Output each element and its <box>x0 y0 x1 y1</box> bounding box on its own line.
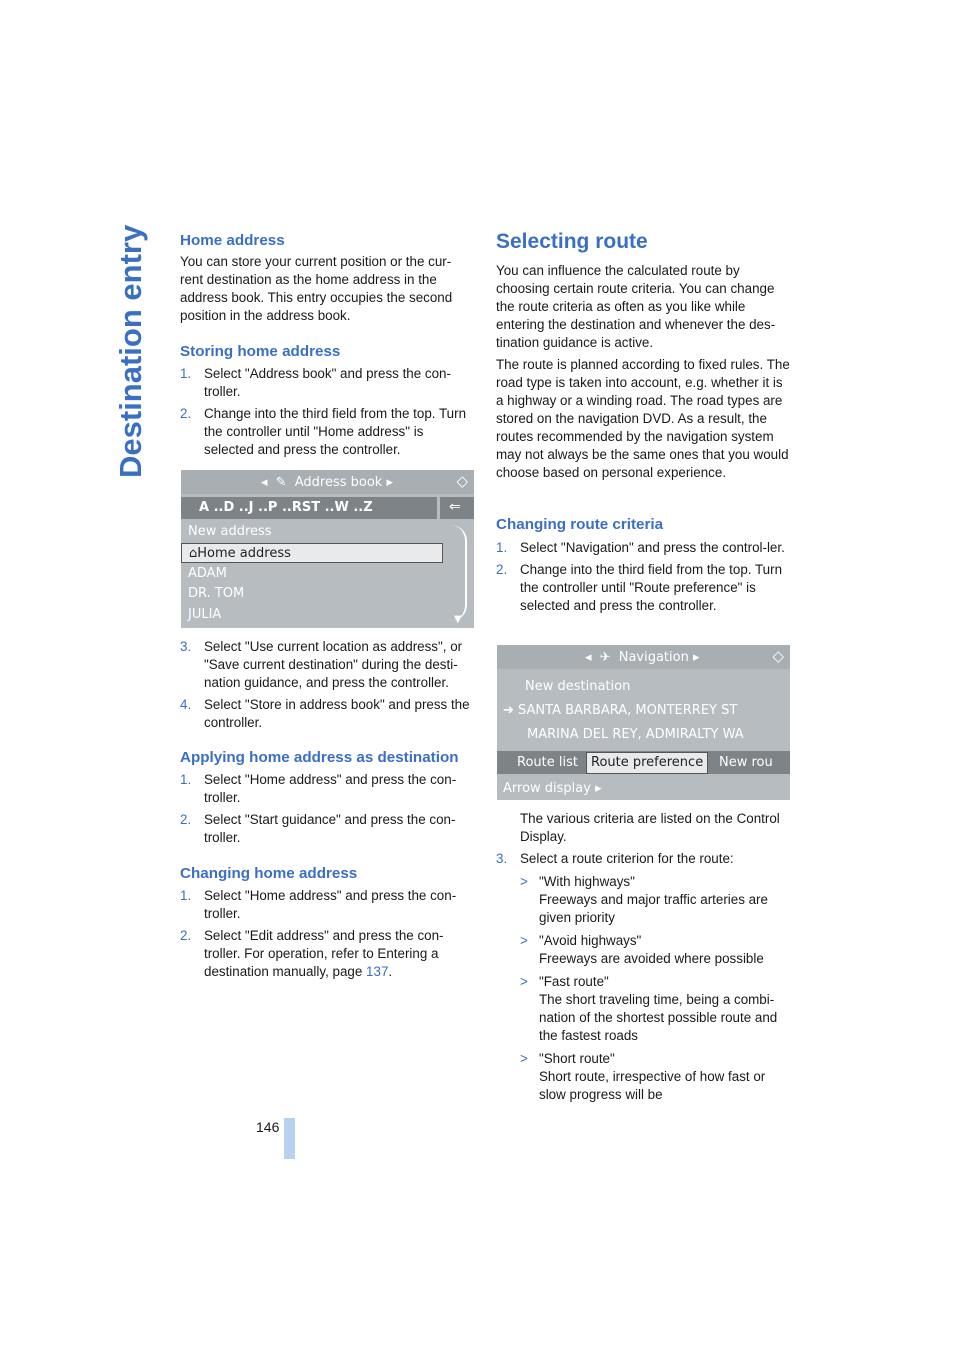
route-option: > "Short route" Short route, irrespective of how fast or slow progress will be <box>520 1051 766 1102</box>
arrow-left-icon: ◂ <box>585 650 592 665</box>
screen-title: Navigation <box>618 650 689 665</box>
back-arrow-icon: ⇐ <box>449 499 461 515</box>
list-item: 2. Change into the third field from the top. Turn the controller until "Route preference" is selected and press the controller. <box>496 562 783 613</box>
heading-changing-home-address: Changing home address <box>180 865 358 882</box>
home-address-intro: You can store your current position or the cur-rent destination as the home address in the address book. This entry occupies the second position in the address book. <box>180 254 453 323</box>
criteria-after-screen <box>496 810 792 1104</box>
screen-title-row <box>261 474 393 492</box>
list-item: 3. Select "Use current location as address", or "Save current destination" during the desti-nation guidance, and press the controller. <box>180 639 463 690</box>
storing-steps-3-4 <box>180 638 470 732</box>
list-item: 1. Select "Home address" and press the con-troller. <box>180 888 457 921</box>
list-item: 2. Select "Edit address" and press the con-troller. For operation, refer to Entering a destination manually, page 137. <box>180 928 444 979</box>
changing-steps <box>180 887 470 981</box>
route-option: > "Avoid highways" Freeways are avoided where possible <box>520 933 764 966</box>
back-button[interactable] <box>440 497 474 519</box>
list-item: 1. Select "Home address" and press the con-troller. <box>180 772 457 805</box>
list-item: 2. Change into the third field from the top. Turn the controller until "Home address" is selected and press the controller. <box>180 406 467 457</box>
heading-changing-route-criteria: Changing route criteria <box>496 516 664 533</box>
pen-icon: ✎ <box>275 475 287 490</box>
scroll-diamond-icon: ◇ <box>772 647 784 665</box>
selecting-route-para1: You can influence the calculated route by choosing certain route criteria. You can change the route criteria as often as you like while entering the destination and whenever the des-tination guidance is active. <box>496 263 776 350</box>
tab-route-list[interactable]: Route list <box>517 755 578 770</box>
arrow-left-icon: ◂ <box>261 475 268 490</box>
home-icon: ⌂ <box>189 546 198 561</box>
list-item: 4. Select "Store in address book" and press the controller. <box>180 697 470 730</box>
route-option: > "Fast route" The short traveling time, being a combi-nation of the shortest possible route and the fastest roads <box>520 974 778 1043</box>
criteria-note: The various criteria are listed on the Control Display. <box>520 811 780 844</box>
criteria-steps-1-2 <box>496 539 792 615</box>
selecting-route-para2: The route is planned according to fixed rules. The road type is taken into account, e.g. whether it is a highway or a winding road. The road types are stored on the navigation DVD. As a result, the routes recommended by the navigation system may not always be the same ones that you would choose based on personal experience. <box>496 357 790 480</box>
heading-selecting-route: Selecting route <box>496 230 648 253</box>
scroll-arc[interactable] <box>451 525 467 621</box>
arrow-right-icon: ▸ <box>595 781 602 796</box>
margin-bar <box>284 1118 295 1159</box>
destination-item[interactable]: MARINA DEL REY, ADMIRALTY WA <box>527 727 744 742</box>
page-link[interactable]: 137 <box>366 964 389 979</box>
letter-index[interactable]: A ..D ..J ..P ..RST ..W ..Z <box>199 500 373 515</box>
heading-home-address: Home address <box>180 232 285 249</box>
list-item: 2. Select "Start guidance" and press the con-troller. <box>180 812 456 845</box>
list-item[interactable]: New address <box>188 524 272 539</box>
scroll-diamond-icon: ◇ <box>456 472 468 490</box>
heading-applying-home-address: Applying home address as destination <box>180 749 459 766</box>
screen-title-row <box>585 649 700 667</box>
arrow-display-item[interactable]: Arrow display ▸ <box>503 781 602 796</box>
letter-bar <box>181 497 437 519</box>
heading-storing-home-address: Storing home address <box>180 343 341 360</box>
navigation-icon: ✈ <box>599 650 611 665</box>
screen-title: Address book <box>294 475 383 490</box>
list-item-selected[interactable]: ⌂Home address <box>181 543 443 563</box>
list-item[interactable]: DR. TOM <box>188 586 245 601</box>
list-item[interactable]: JULIA <box>188 607 222 622</box>
navigation-screen <box>497 645 790 800</box>
route-option: > "With highways" Freeways and major traffic arteries are given priority <box>520 874 768 925</box>
tab-new-route[interactable]: New rou <box>719 755 773 770</box>
page-number: 146 <box>256 1119 280 1135</box>
list-item: 3. Select a route criterion for the route: <box>496 851 734 866</box>
address-book-screen <box>181 470 474 628</box>
storing-steps-1-2 <box>180 365 470 459</box>
applying-steps <box>180 771 470 847</box>
list-item[interactable]: ADAM <box>188 566 227 581</box>
scroll-down-icon: ▼ <box>454 614 462 625</box>
list-item: 1. Select "Address book" and press the con-troller. <box>180 366 451 399</box>
tab-route-preference[interactable]: Route preference <box>586 752 708 774</box>
list-item: 1. Select "Navigation" and press the control-ler. <box>496 540 785 555</box>
destination-arrow-icon: ➔ <box>503 703 514 718</box>
new-destination-item[interactable]: New destination <box>525 679 631 694</box>
arrow-right-icon: ▸ <box>692 650 700 665</box>
tab-bar <box>497 751 790 774</box>
arrow-right-icon: ▸ <box>386 475 393 490</box>
side-title: Destination entry <box>113 224 148 478</box>
destination-item[interactable]: ➔ SANTA BARBARA, MONTERREY ST <box>503 703 738 718</box>
